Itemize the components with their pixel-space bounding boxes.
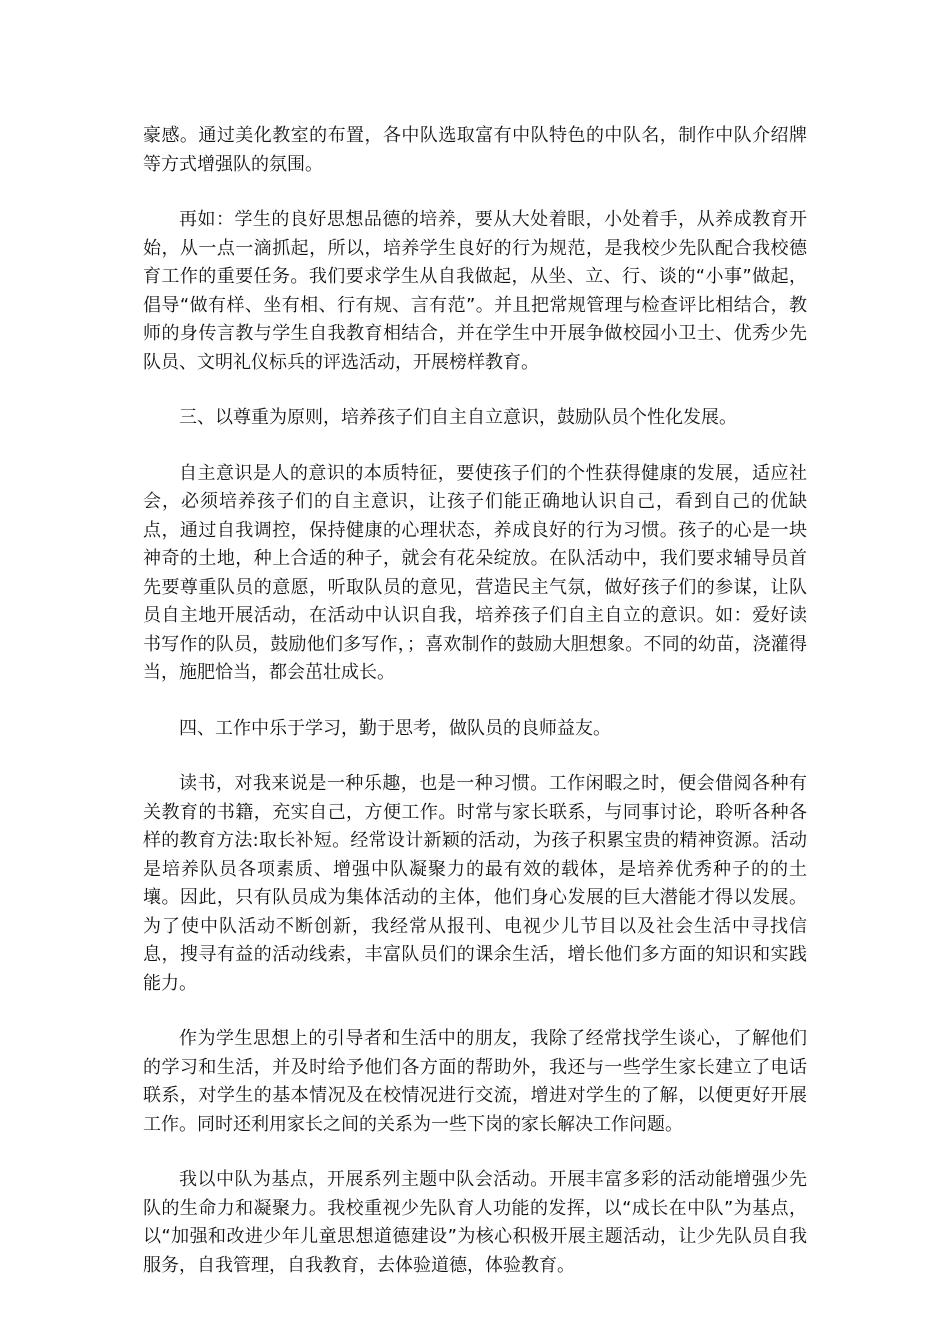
paragraph-autonomy: 自主意识是人的意识的本质特征，要使孩子们的个性获得健康的发展，适应社会，必须培养孩子们的自主意识，让孩子们能正确地认识自己，看到自己的优缺点，通过自我调控，保持健康的心理状态，养成良好的行为习惯。孩子的心是一块神奇的土地，种上合适的种子，就会有花朵绽放。在队活动中，我们要求辅导员首先要尊重队员的意愿，听取队员的意见，营造民主气氛，做好孩子们的参谋，让队员自主地开展活动，在活动中认识自我，培养孩子们自主自立的意识。如：爱好读书写作的队员，鼓励他们多写作，；喜欢制作的鼓励大胆想象。不同的幼苗，浇灌得当，施肥恰当，都会茁壮成长。 bbox=[143, 462, 807, 683]
document-page bbox=[143, 122, 807, 1307]
paragraph-moral-education: 再如：学生的良好思想品德的培养，要从大处着眼，小处着手，从养成教育开始，从一点一滴抓起，所以，培养学生良好的行为规范，是我校少先队配合我校德育工作的重要任务。我们要求学生从自我做起，从坐、立、行、谈的“小事”做起，倡导“做有样、坐有相、行有规、言有范”。并且把常规管理与检查评比相结合，教师的身传言教与学生自我教育相结合，并在学生中开展争做校园小卫士、优秀少先队员、文明礼仪标兵的评选活动，开展榜样教育。 bbox=[143, 209, 807, 373]
section-heading-four: 四、工作中乐于学习，勤于思考，做队员的良师益友。 bbox=[179, 717, 611, 739]
paragraph-theme-activities: 我以中队为基点，开展系列主题中队会活动。开展丰富多彩的活动能增强少先队的生命力和凝聚力。我校重视少先队育人功能的发挥，以“成长在中队”为基点，以“加强和改进少年儿童思想道德建设”为核心积极开展主题活动，让少先队员自我服务，自我管理，自我教育，去体验道德，体验教育。 bbox=[143, 1169, 807, 1276]
section-heading-three: 三、以尊重为原则，培养孩子们自主自立意识，鼓励队员个性化发展。 bbox=[179, 407, 737, 428]
paragraph-continuation: 豪感。通过美化教室的布置，各中队选取富有中队特色的中队名，制作中队介绍牌等方式增强队的氛围。 bbox=[143, 125, 807, 175]
paragraph-guide-friend: 作为学生思想上的引导者和生活中的朋友，我除了经常找学生谈心，了解他们的学习和生活，并及时给予他们各方面的帮助外，我还与一些学生家长建立了电话联系，对学生的基本情况及在校情况进行交流，增进对学生的了解，以便更好开展工作。同时还利用家长之间的关系为一些下岗的家长解决工作问题。 bbox=[143, 1028, 807, 1135]
paragraph-reading: 读书，对我来说是一种乐趣，也是一种习惯。工作闲暇之时，便会借阅各种有关教育的书籍，充实自己，方便工作。时常与家长联系，与同事讨论，聆听各种各样的教育方法:取长补短。经常设计新颖的活动，为孩子积累宝贵的精神资源。活动是培养队员各项素质、增强中队凝聚力的最有效的载体，是培养优秀种子的的土壤。因此，只有队员成为集体活动的主体，他们身心发展的巨大潜能才得以发展。为了使中队活动不断创新，我经常从报刊、电视少儿节目以及社会生活中寻找信息，搜寻有益的活动线索，丰富队员们的课余生活，增长他们多方面的知识和实践能力。 bbox=[143, 773, 807, 994]
